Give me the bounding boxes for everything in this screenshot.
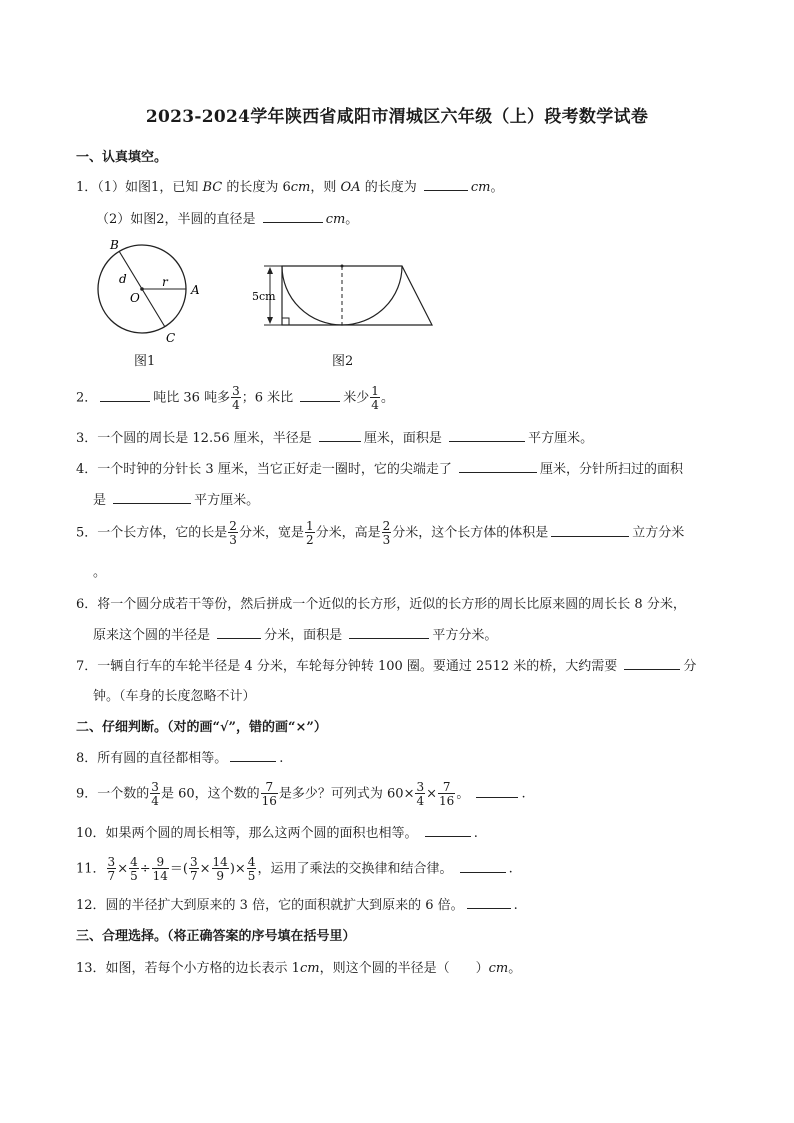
right-angle-mark xyxy=(282,318,289,325)
answer-blank[interactable] xyxy=(460,860,506,873)
question-4-cont: 是 平方厘米。 xyxy=(93,493,260,508)
page-title: 2023-2024学年陕西省咸阳市渭城区六年级（上）段考数学试卷 xyxy=(145,107,649,127)
fraction: $\frac{1}{2}$ xyxy=(305,519,314,547)
label-a: A xyxy=(191,283,200,297)
answer-blank[interactable] xyxy=(624,657,680,670)
answer-blank[interactable] xyxy=(300,389,340,402)
question-1-part-2: （2）如图2，半圆的直径是 cm。 xyxy=(96,212,359,227)
answer-blank[interactable] xyxy=(230,749,276,762)
question-7-cont: 钟。（车身的长度忽略不计） xyxy=(93,689,256,704)
figure-1-caption: 图1 xyxy=(134,354,156,369)
question-10: 10．如果两个圆的周长相等，那么这两个圆的面积也相等。 . xyxy=(76,826,478,841)
question-6: 6．将一个圆分成若干等份，然后拼成一个近似的长方形，近似的长方形的周长比原来圆的周长长 8 分米， xyxy=(76,597,686,612)
answer-blank[interactable] xyxy=(113,491,191,504)
fraction: $\frac{2}{3}$ xyxy=(382,519,391,547)
question-12: 12．圆的半径扩大到原来的 3 倍，它的面积就扩大到原来的 6 倍。 . xyxy=(76,898,518,913)
label-c: C xyxy=(166,331,176,345)
fraction: $\frac{4}{5}$ xyxy=(247,855,256,883)
answer-blank[interactable] xyxy=(476,785,518,798)
question-4: 4．一个时钟的分针长 3 厘米，当它正好走一圈时，它的尖端走了 厘米，分针所扫过的面积 xyxy=(76,462,683,477)
answer-blank[interactable] xyxy=(551,524,629,537)
question-number: 1． xyxy=(76,180,98,195)
trapezoid-outline xyxy=(282,266,432,325)
fraction: $\frac{9}{14}$ xyxy=(152,855,168,883)
question-2: 2． 吨比 36 吨多 $\frac{3}{4}$ ；6 米比 米少 $\frac{1}{4}$ 。 xyxy=(76,384,394,412)
fraction: $\frac{14}{9}$ xyxy=(212,855,228,883)
fraction: $\frac{3}{7}$ xyxy=(107,855,116,883)
answer-blank[interactable] xyxy=(100,389,150,402)
center-point xyxy=(140,287,144,291)
figure-2-semicircle xyxy=(250,258,440,338)
answer-blank[interactable] xyxy=(349,626,429,639)
answer-blank[interactable] xyxy=(263,210,323,223)
answer-blank[interactable] xyxy=(459,460,537,473)
fraction: $\frac{7}{16}$ xyxy=(261,780,277,808)
section-3-heading: 三、合理选择。（将正确答案的序号填在括号里） xyxy=(76,929,356,944)
label-d: d xyxy=(119,272,127,286)
fraction: $\frac{4}{5}$ xyxy=(130,855,138,883)
question-7: 7．一辆自行车的车轮半径是 4 分米，车轮每分钟转 100 圈。要通过 2512 米的桥，大约需要 分 xyxy=(76,659,697,674)
fraction: $\frac{3}{4}$ xyxy=(416,780,425,808)
answer-blank[interactable] xyxy=(467,896,511,909)
answer-blank[interactable] xyxy=(449,429,525,442)
answer-blank[interactable] xyxy=(425,824,471,837)
question-9: 9．一个数的 $\frac{3}{4}$ 是 60，这个数的 $\frac{7}{16}$ 是多少？可列式为 60× $\frac{3}{4}$ × $\frac{7}{16}$ 。 . xyxy=(76,780,526,808)
answer-blank[interactable] xyxy=(424,178,468,191)
figure-1-circle xyxy=(92,236,242,346)
fraction: $\frac{2}{3}$ xyxy=(229,519,237,547)
question-3: 3．一个圆的周长是 12.56 厘米，半径是 厘米，面积是 平方厘米。 xyxy=(76,431,594,446)
label-r: r xyxy=(162,275,168,289)
section-1-heading: 一、认真填空。 xyxy=(76,150,168,165)
question-13: 13．如图，若每个小方格的边长表示 1cm，则这个圆的半径是（ ）cm。 xyxy=(76,961,522,976)
question-11: 11． $\frac{3}{7}$ × $\frac{4}{5}$ ÷ $\frac{9}{14}$ ＝( $\frac{3}{7}$ × $\frac{14}{9}$ )× $\frac{4}{5}$ ，运用了乘法的交换律和结合律。 . xyxy=(76,855,513,883)
figure-2-caption: 图2 xyxy=(332,354,354,369)
question-8: 8．所有圆的直径都相等。 . xyxy=(76,751,284,766)
label-o: O xyxy=(130,291,140,305)
question-1-part-1: 1．（1）如图1，已知 BC 的长度为 6cm，则 OA 的长度为 cm。 xyxy=(76,180,504,195)
fraction: $\frac{3}{4}$ xyxy=(232,384,240,412)
answer-blank[interactable] xyxy=(319,429,361,442)
question-6-cont: 原来这个圆的半径是 分米，面积是 平方分米。 xyxy=(93,628,498,643)
fraction: $\frac{3}{7}$ xyxy=(190,855,198,883)
section-2-heading: 二、仔细判断。（对的画“√”，错的画“×”） xyxy=(76,720,327,735)
label-b: B xyxy=(110,238,119,252)
label-5cm: 5cm xyxy=(252,290,276,303)
fraction: $\frac{3}{4}$ xyxy=(151,780,159,808)
question-5: 5．一个长方体，它的长是 $\frac{2}{3}$ 分米，宽是 $\frac{1}{2}$ 分米，高是 $\frac{2}{3}$ 分米，这个长方体的体积是 立方分米 xyxy=(76,519,685,547)
fraction: $\frac{7}{16}$ xyxy=(439,780,455,808)
question-5-cont: 。 xyxy=(93,565,107,580)
fraction: $\frac{1}{4}$ xyxy=(371,384,379,412)
answer-blank[interactable] xyxy=(217,626,261,639)
